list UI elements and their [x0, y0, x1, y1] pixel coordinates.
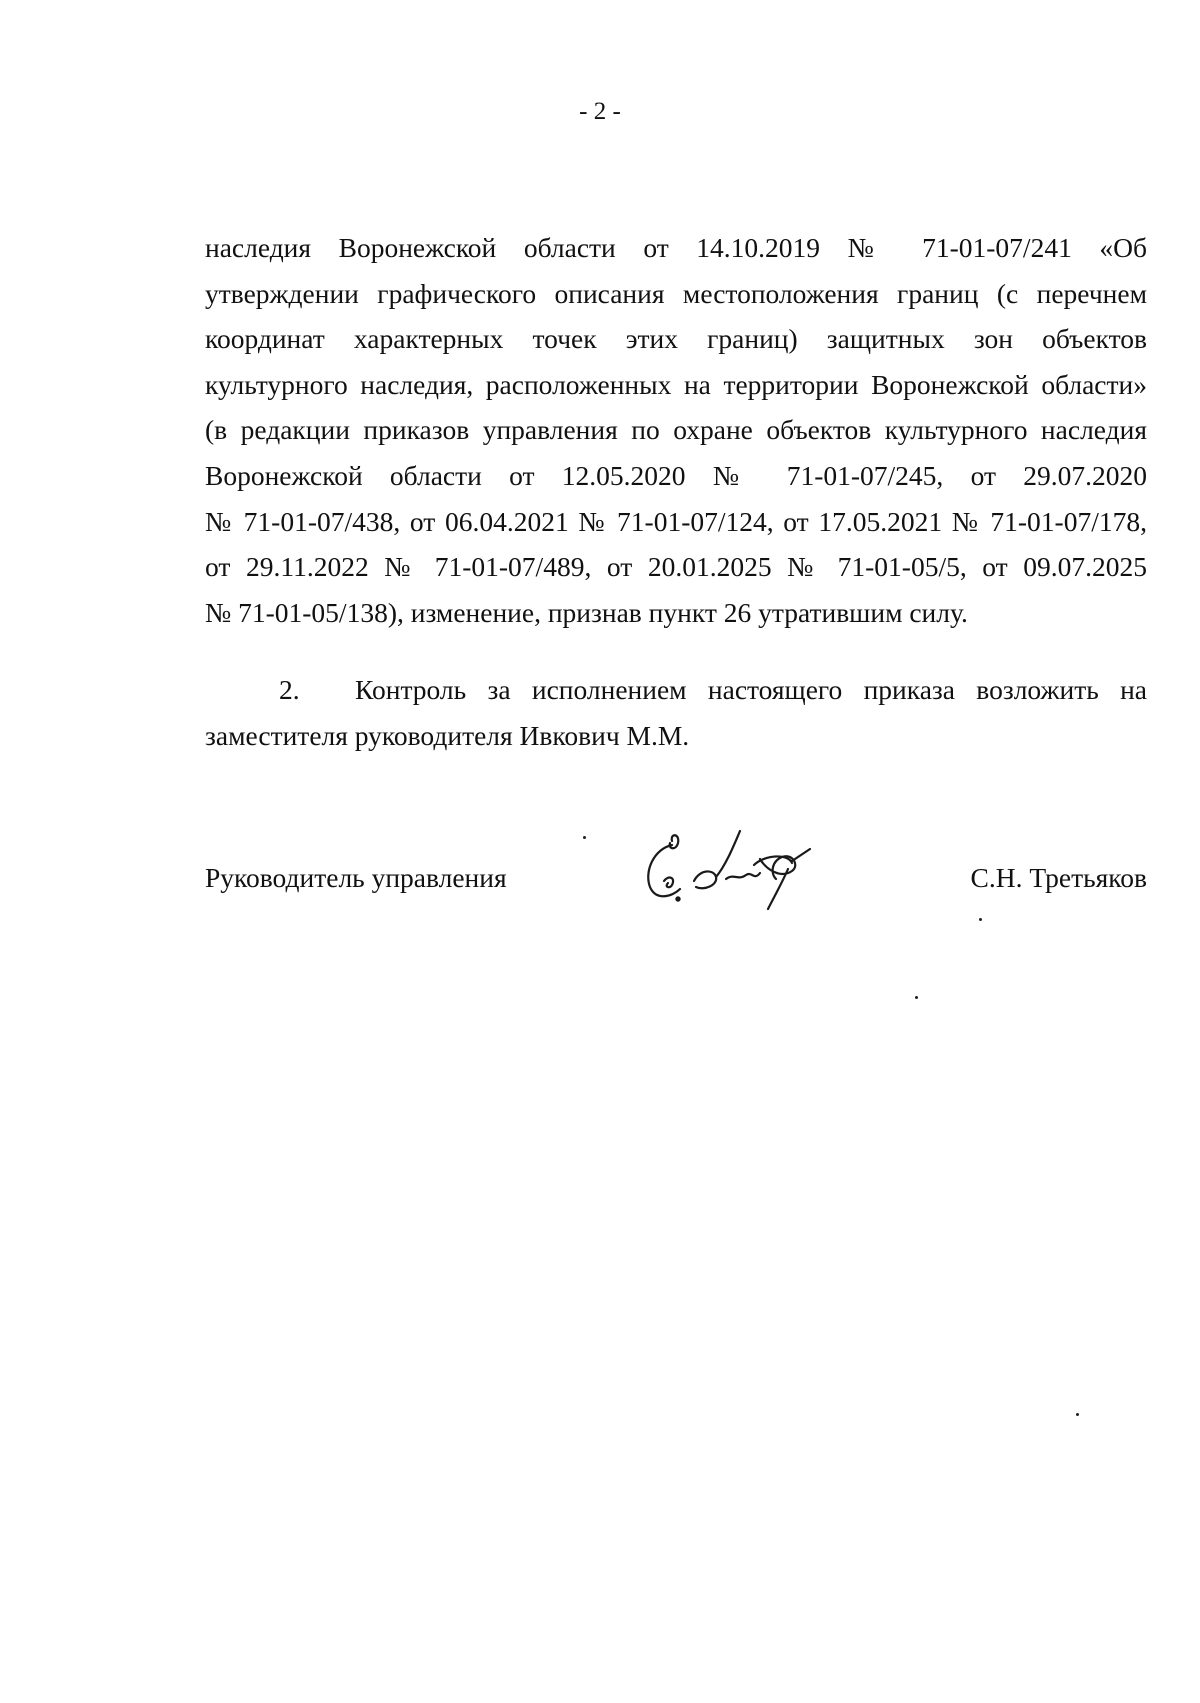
scan-speck [1076, 1413, 1079, 1416]
scan-speck [915, 996, 918, 999]
scan-speck [979, 918, 982, 921]
paragraph-2-text: Контроль за исполнением настоящего приказа возложить на [355, 674, 1147, 705]
paragraph-1-line: культурного наследия, расположенных на территории Воронежской области» [205, 368, 1147, 400]
paragraph-1-line: от 29.11.2022 № 71-01-07/489, от 20.01.2025 № 71-01-05/5, от 09.07.2025 [205, 551, 1147, 583]
scan-speck [583, 836, 586, 839]
paragraph-2-line-2: заместителя руководителя Ивкович М.М. [205, 719, 690, 751]
paragraph-2-line-1 [205, 667, 1147, 713]
paragraph-2 [205, 667, 1147, 758]
page-number: - 2 - [579, 98, 621, 125]
paragraph-1-line: (в редакции приказов управления по охране объектов культурного наследия [205, 414, 1147, 446]
paragraph-1-line: координат характерных точек этих границ) защитных зон объектов [205, 323, 1147, 355]
paragraph-1 [205, 225, 1147, 635]
item-number: 2. [279, 674, 300, 705]
paragraph-1-line: Воронежской области от 12.05.2020 № 71-01-07/245, от 29.07.2020 [205, 459, 1147, 491]
paragraph-1-line: № 71-01-07/438, от 06.04.2021 № 71-01-07/124, от 17.05.2021 № 71-01-07/178, [205, 505, 1147, 537]
signer-name: С.Н. Третьяков [970, 862, 1147, 893]
handwritten-signature [642, 825, 832, 925]
paragraph-1-line: № 71-01-05/138), изменение, признав пункт 26 утратившим силу. [205, 596, 968, 628]
signer-title: Руководитель управления [205, 862, 507, 893]
paragraph-1-line: наследия Воронежской области от 14.10.2019 № 71-01-07/241 «Об [205, 232, 1147, 263]
paragraph-1-line: утверждении графического описания местоположения границ (с перечнем [205, 277, 1147, 309]
